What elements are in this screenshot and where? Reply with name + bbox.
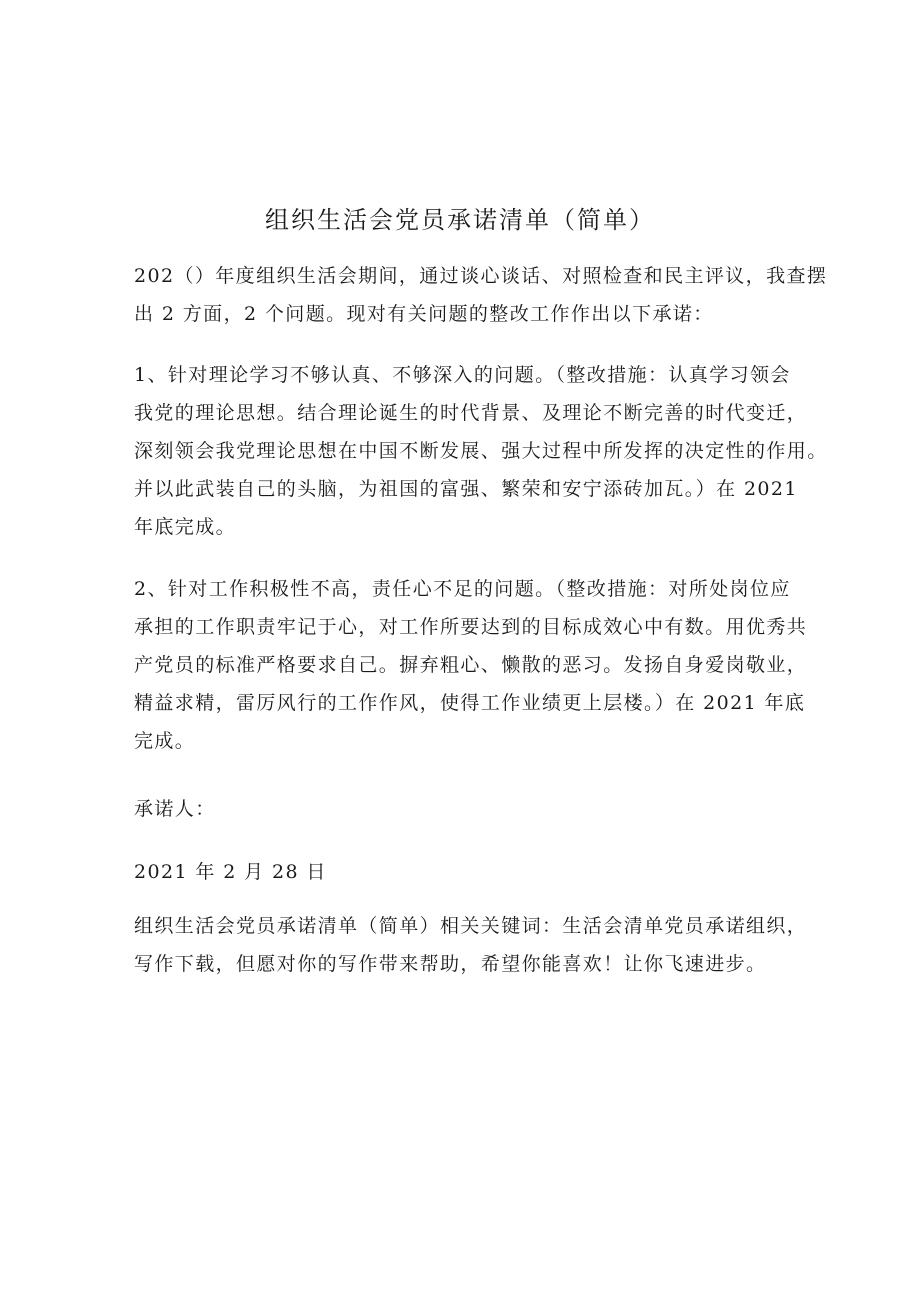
- intro-line: 202（）年度组织生活会期间，通过谈心谈话、对照检查和民主评议，我查摆: [134, 265, 828, 287]
- item2-line: 承担的工作职责牢记于心，对工作所要达到的目标成效心中有数。用优秀共: [134, 616, 808, 638]
- document-title: 组织生活会党员承诺清单（简单）: [265, 206, 655, 234]
- item2-line: 2、针对工作积极性不高，责任心不足的问题。（整改措施：对所处岗位应: [134, 578, 791, 600]
- item1-line: 我党的理论思想。结合理论诞生的时代背景、及理论不断完善的时代变迁，: [134, 402, 808, 424]
- date-text: 2021 年 2 月 28 日: [134, 861, 327, 883]
- item1-line: 1、针对理论学习不够认真、不够深入的问题。（整改措施：认真学习领会: [134, 364, 791, 386]
- signer-label: [134, 790, 806, 828]
- item1-line: 深刻领会我党理论思想在中国不断发展、强大过程中所发挥的决定性的作用。: [134, 440, 828, 462]
- footer-line: 写作下载，但愿对你的写作带来帮助，希望你能喜欢！让你飞速进步。: [134, 953, 767, 975]
- date-line: [134, 853, 806, 891]
- item1-line: 并以此武装自己的头脑，为祖国的富强、繁荣和安宁添砖加瓦。）在 2021: [134, 478, 798, 500]
- signer-text: 承诺人：: [134, 798, 216, 820]
- intro-paragraph: [134, 257, 828, 333]
- commitment-item-1: [134, 356, 828, 546]
- footer-line: 组织生活会党员承诺清单（简单）相关关键词：生活会清单党员承诺组织，: [134, 915, 808, 937]
- item2-line: 完成。: [134, 730, 196, 752]
- item1-line: 年底完成。: [134, 516, 237, 538]
- intro-line: 出 2 方面，2 个问题。现对有关问题的整改工作作出以下承诺：: [134, 303, 714, 325]
- item2-line: 产党员的标准严格要求自己。摒弃粗心、懒散的恶习。发扬自身爱岗敬业，: [134, 654, 808, 676]
- item2-line: 精益求精，雷厉风行的工作作风，使得工作业绩更上层楼。）在 2021 年底: [134, 692, 806, 714]
- footer-paragraph: [134, 907, 806, 983]
- commitment-item-2: [134, 570, 806, 760]
